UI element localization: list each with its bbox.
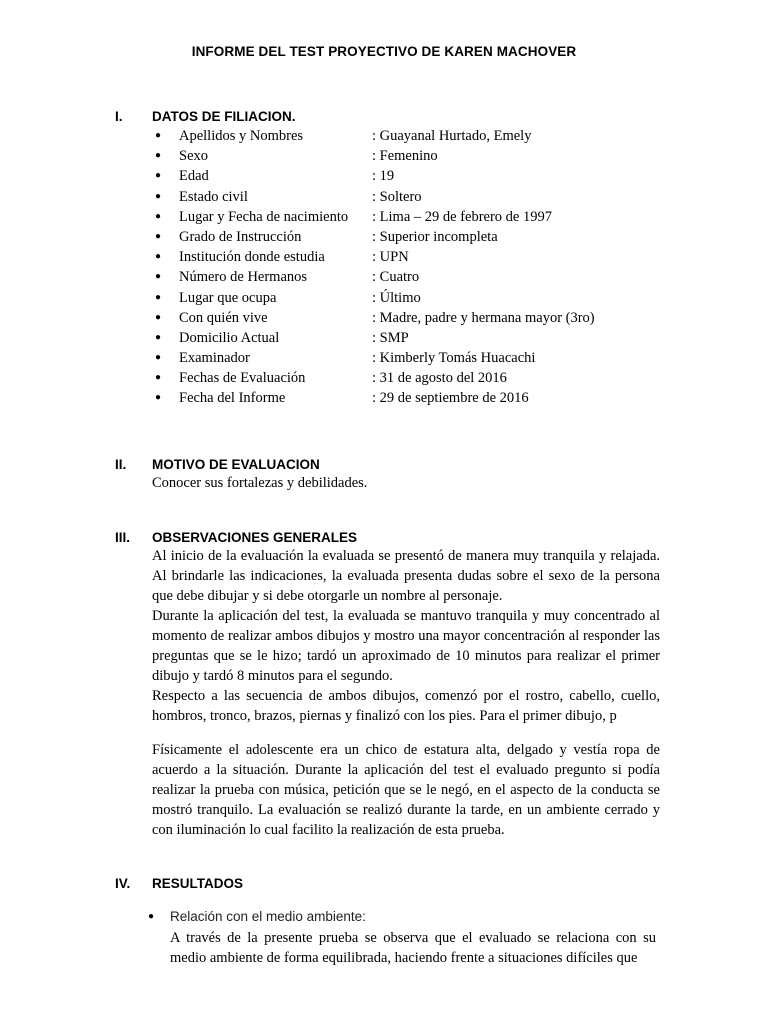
field-value: : 29 de septiembre de 2016 xyxy=(372,390,529,407)
section-title-observaciones: OBSERVACIONES GENERALES xyxy=(152,530,358,545)
field-value: : Guayanal Hurtado, Emely xyxy=(372,128,532,144)
observaciones-paragraph: Respecto a las secuencia de ambos dibujos, comenzó por el rostro, cabello, cuello, hombros, tronco, brazos, piernas y finalizó con los pies. Para el primer dibujo, p xyxy=(152,688,660,724)
section-number-2: II. xyxy=(115,457,127,472)
field-row xyxy=(0,328,768,348)
bullet-icon: ● xyxy=(155,230,162,242)
field-value: : 31 de agosto del 2016 xyxy=(372,370,507,387)
field-row xyxy=(0,187,768,207)
observaciones-text xyxy=(152,546,660,726)
field-label: Estado civil xyxy=(179,188,248,205)
field-row xyxy=(0,288,768,308)
field-row xyxy=(0,247,768,267)
field-row xyxy=(0,207,768,227)
field-label: Edad xyxy=(179,168,209,185)
document-title: INFORME DEL TEST PROYECTIVO DE KAREN MACHOVER xyxy=(191,44,577,59)
section-title-resultados: RESULTADOS xyxy=(152,876,243,891)
field-label: Con quién vive xyxy=(179,309,268,326)
field-value: : Femenino xyxy=(372,148,438,165)
motivo-text: Conocer sus fortalezas y debilidades. xyxy=(152,475,368,491)
field-value: : UPN xyxy=(372,249,409,266)
field-label: Fechas de Evaluación xyxy=(179,370,306,387)
field-label: Domicilio Actual xyxy=(179,329,280,346)
field-value: : Soltero xyxy=(372,188,422,205)
observaciones-paragraph: Al inicio de la evaluación la evaluada se presentó de manera muy tranquila y relajada. Al brindarle las indicaciones, la evaluada presenta dudas sobre el sexo de la persona que debe dibujar y si debe otorgarle un nombre al personaje. xyxy=(152,548,660,604)
bullet-icon: ● xyxy=(155,392,162,404)
field-value: : Lima – 29 de febrero de 1997 xyxy=(372,208,552,225)
field-label: Lugar y Fecha de nacimiento xyxy=(179,208,349,225)
bullet-icon: ● xyxy=(155,352,162,364)
bullet-icon: ● xyxy=(155,130,162,141)
bullet-icon: ● xyxy=(155,271,162,283)
field-value: : Madre, padre y hermana mayor (3ro) xyxy=(372,309,595,326)
field-label: Institución donde estudia xyxy=(179,249,325,266)
section-number-4: IV. xyxy=(115,876,131,891)
bullet-icon: ● xyxy=(155,190,162,202)
field-row xyxy=(0,348,768,368)
bullet-icon: ● xyxy=(155,331,162,343)
field-row xyxy=(0,227,768,247)
section-number-3: III. xyxy=(115,530,131,545)
resultado-item-label: Relación con el medio ambiente: xyxy=(170,909,366,924)
observaciones-paragraph: Durante la aplicación del test, la evaluada se mantuvo tranquila y muy concentrado al momento de realizar ambos dibujos y mostro una mayor concentración al responder las preguntas que se le hizo; tardó un aproximado de 10 minutos para realizar el primer dibujo y tardó 8 minutos para el segundo. xyxy=(152,608,660,684)
field-label: Apellidos y Nombres xyxy=(179,128,304,144)
section-title-datos: DATOS DE FILIACION. xyxy=(152,109,296,124)
field-label: Número de Hermanos xyxy=(179,269,308,286)
field-value: : Kimberly Tomás Huacachi xyxy=(372,350,536,367)
bullet-icon: ● xyxy=(148,911,155,922)
field-label: Fecha del Informe xyxy=(179,390,286,407)
field-value: : Último xyxy=(372,289,421,306)
field-value: : SMP xyxy=(372,329,409,346)
field-label: Examinador xyxy=(179,350,250,367)
field-row xyxy=(0,166,768,186)
bullet-icon: ● xyxy=(155,170,162,182)
field-row xyxy=(0,267,768,287)
field-row xyxy=(0,126,768,146)
bullet-icon: ● xyxy=(155,291,162,303)
resultado-item-text: A través de la presente prueba se observa que el evaluado se relaciona con su medio ambiente de forma equilibrada, haciendo frente a situaciones difíciles que xyxy=(170,930,656,966)
bullet-icon: ● xyxy=(155,251,162,263)
fisicamente-paragraph: Físicamente el adolescente era un chico de estatura alta, delgado y vestía ropa de acuerdo a la situación. Durante la aplicación del test el evaluado pregunto si podía realizar la prueba con música, petición que se le negó, en el aspecto de la conducta se mostró tranquilo. La evaluación se realizó durante la tarde, en un ambiente cerrado y con iluminación lo cual facilito la realización de esta prueba. xyxy=(152,742,660,838)
field-row xyxy=(0,388,768,408)
datos-filiacion-list xyxy=(0,126,768,409)
field-value: : 19 xyxy=(372,168,395,185)
field-label: Lugar que ocupa xyxy=(179,289,277,306)
field-label: Sexo xyxy=(179,148,208,165)
field-row xyxy=(0,368,768,388)
bullet-icon: ● xyxy=(155,150,162,162)
field-value: : Superior incompleta xyxy=(372,228,498,245)
field-label: Grado de Instrucción xyxy=(179,228,302,245)
field-row xyxy=(0,308,768,328)
bullet-icon: ● xyxy=(155,372,162,384)
section-title-motivo: MOTIVO DE EVALUACION xyxy=(152,457,320,472)
section-number-1: I. xyxy=(115,109,123,124)
field-value: : Cuatro xyxy=(372,269,420,286)
bullet-icon: ● xyxy=(155,311,162,323)
bullet-icon: ● xyxy=(155,210,162,222)
field-row xyxy=(0,146,768,166)
